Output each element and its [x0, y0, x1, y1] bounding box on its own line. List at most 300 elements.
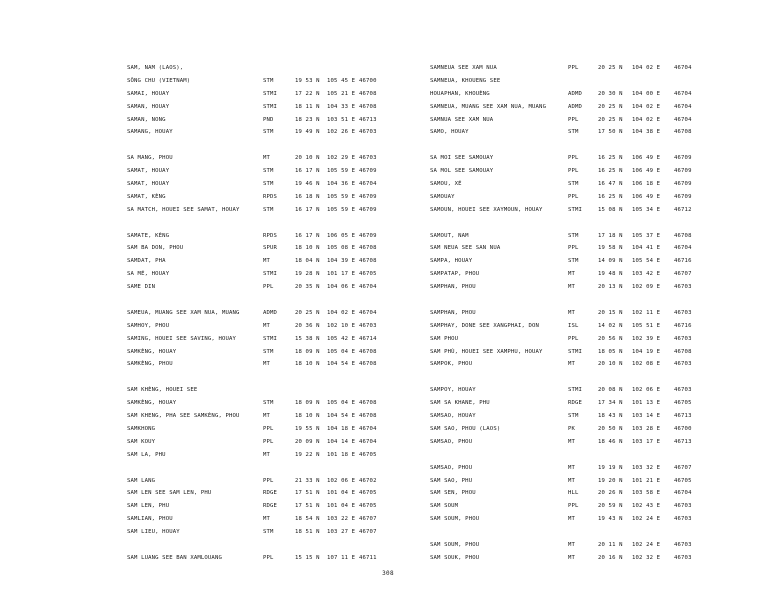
sheet-number: 46711: [359, 554, 377, 561]
gazetteer-entry: [127, 487, 385, 500]
longitude: 102 10 E: [327, 322, 356, 329]
longitude: 104 02 E: [327, 309, 356, 316]
gazetteer-entry: [127, 217, 385, 230]
longitude: 103 32 E: [632, 464, 661, 471]
sheet-number: 46704: [359, 425, 377, 432]
place-name: SAM LA, PHU: [127, 451, 166, 458]
sheet-number: 46703: [359, 322, 377, 329]
feature-code: STMI: [263, 271, 278, 278]
gazetteer-entry: [430, 449, 710, 462]
feature-code: SPUR: [263, 245, 278, 252]
feature-code: PPL: [263, 425, 274, 432]
place-name: SAMOU, XÉ: [430, 181, 462, 188]
place-name: SA MANG, PHOU: [127, 155, 173, 162]
gazetteer-entry: [430, 526, 710, 539]
feature-code: STM: [263, 77, 274, 84]
longitude: 103 14 E: [632, 413, 661, 420]
latitude: 18 43 N: [598, 413, 623, 420]
feature-code: STMI: [568, 387, 583, 394]
feature-code: PPL: [568, 245, 579, 252]
longitude: 102 39 E: [632, 335, 661, 342]
longitude: 105 42 E: [327, 335, 356, 342]
gazetteer-entry: [127, 397, 385, 410]
gazetteer-entry: [430, 281, 710, 294]
latitude: 16 25 N: [598, 168, 623, 175]
place-name: SAMKÈNG, HOUAY: [127, 400, 177, 407]
gazetteer-entry: [127, 88, 385, 101]
latitude: 20 10 N: [295, 155, 320, 162]
gazetteer-entry: [430, 475, 710, 488]
place-name: SAMSAO, HOUAY: [430, 413, 476, 420]
gazetteer-entry: [430, 178, 710, 191]
place-name: SAMAT, HOUAY: [127, 181, 170, 188]
longitude: 106 18 E: [632, 181, 661, 188]
sheet-number: 46709: [359, 168, 377, 175]
feature-code: MT: [568, 554, 576, 561]
gazetteer-entry: [430, 513, 710, 526]
place-name: SAMOUT, NAM: [430, 232, 469, 239]
sheet-number: 46703: [674, 335, 692, 342]
sheet-number: 46705: [674, 400, 692, 407]
latitude: 20 26 N: [598, 490, 623, 497]
sheet-number: 46704: [674, 90, 692, 97]
latitude: 19 22 N: [295, 451, 320, 458]
sheet-number: 46702: [359, 477, 377, 484]
latitude: 20 35 N: [295, 284, 320, 291]
gazetteer-entry: [127, 307, 385, 320]
gazetteer-entry: [430, 114, 710, 127]
longitude: 104 00 E: [632, 90, 661, 97]
sheet-number: 46708: [674, 348, 692, 355]
place-name: HOUAPHAN, KHOUÈNG: [430, 90, 490, 97]
feature-code: STM: [263, 348, 274, 355]
longitude: 101 17 E: [327, 271, 356, 278]
latitude: 16 18 N: [295, 193, 320, 200]
place-name: SAMDAT, PHA: [127, 258, 166, 265]
longitude: 105 59 E: [327, 206, 356, 213]
sheet-number: 46709: [674, 181, 692, 188]
longitude: 102 09 E: [632, 284, 661, 291]
gazetteer-entry: [430, 539, 710, 552]
gazetteer-entry: [430, 436, 710, 449]
gazetteer-entry: [430, 307, 710, 320]
longitude: 105 54 E: [632, 258, 661, 265]
place-name: SAM BA DON, PHOU: [127, 245, 184, 252]
gazetteer-entry: [430, 268, 710, 281]
latitude: 20 36 N: [295, 322, 320, 329]
place-name: SAMPOY, HOUAY: [430, 387, 476, 394]
longitude: 103 42 E: [632, 271, 661, 278]
latitude: 16 25 N: [598, 193, 623, 200]
feature-code: STM: [263, 168, 274, 175]
place-name: SAM SAO, PHOU (LAOS): [430, 425, 501, 432]
feature-code: STMI: [263, 90, 278, 97]
gazetteer-entry: [127, 281, 385, 294]
feature-code: MT: [568, 309, 576, 316]
sheet-number: 46708: [359, 103, 377, 110]
longitude: 102 32 E: [632, 554, 661, 561]
gazetteer-entry: [430, 75, 710, 88]
longitude: 101 18 E: [327, 451, 356, 458]
place-name: SAMLIAN, PHOU: [127, 516, 173, 523]
longitude: 105 37 E: [632, 232, 661, 239]
place-name: SAMAN, NONG: [127, 116, 166, 123]
sheet-number: 46704: [674, 65, 692, 71]
right-column: [430, 62, 710, 565]
sheet-number: 46708: [359, 90, 377, 97]
gazetteer-entry: [430, 500, 710, 513]
longitude: 103 58 E: [632, 490, 661, 497]
sheet-number: 46709: [674, 168, 692, 175]
latitude: 15 08 N: [598, 206, 623, 213]
sheet-number: 46707: [674, 271, 692, 278]
gazetteer-entry: [127, 371, 385, 384]
longitude: 104 19 E: [632, 348, 661, 355]
longitude: 105 45 E: [327, 77, 356, 84]
gazetteer-entry: [127, 191, 385, 204]
sheet-number: 46704: [674, 116, 692, 123]
latitude: 19 48 N: [598, 271, 623, 278]
longitude: 103 28 E: [632, 425, 661, 432]
longitude: 105 59 E: [327, 193, 356, 200]
longitude: 102 43 E: [632, 503, 661, 510]
place-name: SAMPHAY, DONE SEE XANGPHAI, DON: [430, 322, 540, 329]
sheet-number: 46704: [359, 284, 377, 291]
longitude: 104 02 E: [632, 103, 661, 110]
latitude: 17 51 N: [295, 503, 320, 510]
gazetteer-entry: [127, 165, 385, 178]
latitude: 19 46 N: [295, 181, 320, 188]
sheet-number: 46716: [674, 322, 692, 329]
sheet-number: 46716: [674, 258, 692, 265]
feature-code: STMI: [568, 206, 583, 213]
place-name: SAMANG, HOUAY: [127, 129, 173, 136]
sheet-number: 46708: [359, 413, 377, 420]
gazetteer-entry: [127, 358, 385, 371]
latitude: 18 11 N: [295, 103, 320, 110]
latitude: 20 25 N: [598, 65, 623, 71]
sheet-number: 46708: [359, 400, 377, 407]
gazetteer-entry: [430, 165, 710, 178]
feature-code: STM: [568, 129, 579, 136]
longitude: 106 49 E: [632, 155, 661, 162]
longitude: 104 41 E: [632, 245, 661, 252]
gazetteer-entry: [127, 552, 385, 565]
gazetteer-entry: [127, 139, 385, 152]
latitude: 19 55 N: [295, 425, 320, 432]
feature-code: MT: [263, 451, 271, 458]
sheet-number: 46703: [674, 554, 692, 561]
place-name: SAM PHOU: [430, 335, 459, 342]
feature-code: STMI: [263, 335, 278, 342]
sheet-number: 46700: [674, 425, 692, 432]
longitude: 101 21 E: [632, 477, 661, 484]
feature-code: MT: [568, 284, 576, 291]
page-number: 308: [382, 570, 394, 577]
place-name: SAMKÈNG, HOUAY: [127, 348, 177, 355]
latitude: 14 09 N: [598, 258, 623, 265]
feature-code: MT: [263, 361, 271, 368]
sheet-number: 46705: [359, 490, 377, 497]
longitude: 102 06 E: [327, 477, 356, 484]
gazetteer-entry: [127, 449, 385, 462]
gazetteer-entry: [430, 294, 710, 307]
latitude: 19 28 N: [295, 271, 320, 278]
place-name: SAME DIN: [127, 284, 156, 291]
latitude: 19 58 N: [598, 245, 623, 252]
latitude: 16 25 N: [598, 155, 623, 162]
latitude: 20 13 N: [598, 284, 623, 291]
gazetteer-entry: [127, 204, 385, 217]
latitude: 19 53 N: [295, 77, 320, 84]
feature-code: ADMD: [263, 309, 278, 316]
sheet-number: 46708: [359, 245, 377, 252]
sheet-number: 46707: [359, 529, 377, 536]
feature-code: HLL: [568, 490, 579, 497]
latitude: 17 34 N: [598, 400, 623, 407]
place-name: SAM SOUM, PHOU: [430, 541, 480, 548]
place-name: SAM SOUM: [430, 503, 459, 510]
gazetteer-entry: [127, 126, 385, 139]
feature-code: PPL: [568, 168, 579, 175]
longitude: 103 51 E: [327, 116, 356, 123]
latitude: 16 17 N: [295, 206, 320, 213]
longitude: 107 11 E: [327, 554, 356, 561]
place-name: SAMOUN, HOUEI SEE XAYMOUN, HOUAY: [430, 206, 543, 213]
sheet-number: 46704: [674, 103, 692, 110]
latitude: 16 17 N: [295, 168, 320, 175]
latitude: 17 51 N: [295, 490, 320, 497]
gazetteer-entry: [430, 333, 710, 346]
sheet-number: 46705: [359, 451, 377, 458]
sheet-number: 46708: [359, 258, 377, 265]
gazetteer-entry: [430, 217, 710, 230]
gazetteer-entry: [430, 410, 710, 423]
gazetteer-entry: [430, 152, 710, 165]
gazetteer-entry: [127, 436, 385, 449]
place-name: SAMNEUA SEE XAM NUA: [430, 65, 497, 71]
place-name: SA MATCH, HOUEI SEE SAMAT, HOUAY: [127, 206, 240, 213]
place-name: SAM NEUA SEE SAN NUA: [430, 245, 501, 252]
sheet-number: 46709: [359, 232, 377, 239]
sheet-number: 46708: [674, 232, 692, 239]
gazetteer-entry: [430, 346, 710, 359]
place-name: SAM KOUY: [127, 438, 156, 445]
sheet-number: 46703: [674, 284, 692, 291]
longitude: 106 49 E: [632, 168, 661, 175]
place-name: SAMPOK, PHOU: [430, 361, 473, 368]
gazetteer-entry: [127, 62, 385, 75]
longitude: 104 54 E: [327, 361, 356, 368]
place-name: SAM SAO, PHU: [430, 477, 473, 484]
longitude: 104 33 E: [327, 103, 356, 110]
place-name: SAMPHAN, PHOU: [430, 309, 476, 316]
latitude: 18 54 N: [295, 516, 320, 523]
sheet-number: 46704: [674, 490, 692, 497]
gazetteer-entry: [127, 384, 385, 397]
latitude: 20 15 N: [598, 309, 623, 316]
latitude: 20 25 N: [598, 103, 623, 110]
longitude: 102 06 E: [632, 387, 661, 394]
latitude: 16 47 N: [598, 181, 623, 188]
feature-code: STM: [263, 400, 274, 407]
sheet-number: 46714: [359, 335, 377, 342]
feature-code: MT: [263, 155, 271, 162]
place-name: SAM KHENG, PHA SEE SAMKÈNG, PHOU: [127, 413, 240, 420]
feature-code: STM: [263, 129, 274, 136]
feature-code: MT: [568, 477, 576, 484]
place-name: SAMNEUA, MUANG SEE XAM NUA, MUANG: [430, 103, 547, 110]
longitude: 104 39 E: [327, 258, 356, 265]
latitude: 18 23 N: [295, 116, 320, 123]
place-name: SAMPATAP, PHOU: [430, 271, 480, 278]
sheet-number: 46708: [674, 129, 692, 136]
sheet-number: 46709: [674, 193, 692, 200]
latitude: 14 02 N: [598, 322, 623, 329]
longitude: 105 34 E: [632, 206, 661, 213]
feature-code: PPL: [568, 335, 579, 342]
feature-code: STM: [568, 232, 579, 239]
longitude: 101 13 E: [632, 400, 661, 407]
longitude: 105 04 E: [327, 400, 356, 407]
place-name: SA MÉ, HOUAY: [127, 271, 170, 278]
feature-code: ADMD: [568, 90, 583, 97]
feature-code: MT: [568, 438, 576, 445]
gazetteer-entry: [127, 320, 385, 333]
place-name: SAM SEN, PHOU: [430, 490, 476, 497]
gazetteer-entry: [127, 346, 385, 359]
sheet-number: 46708: [359, 348, 377, 355]
longitude: 103 17 E: [632, 438, 661, 445]
longitude: 101 04 E: [327, 503, 356, 510]
place-name: SAMOUAY: [430, 193, 455, 200]
feature-code: PPL: [568, 155, 579, 162]
feature-code: STM: [568, 181, 579, 188]
feature-code: RDGE: [568, 400, 583, 407]
place-name: SAM LIEU, HOUAY: [127, 529, 180, 536]
longitude: 106 05 E: [327, 232, 356, 239]
longitude: 104 18 E: [327, 425, 356, 432]
gazetteer-entry: [127, 294, 385, 307]
place-name: SAMNEUA, KHOUENG SEE: [430, 77, 501, 84]
latitude: 19 19 N: [598, 464, 623, 471]
latitude: 20 16 N: [598, 554, 623, 561]
sheet-number: 46704: [359, 438, 377, 445]
feature-code: PPL: [263, 554, 274, 561]
longitude: 104 36 E: [327, 181, 356, 188]
place-name: SAMAT, HOUAY: [127, 168, 170, 175]
feature-code: MT: [568, 516, 576, 523]
gazetteer-entry: [127, 526, 385, 539]
place-name: SAMATE, KÈNG: [127, 232, 170, 239]
sheet-number: 46704: [359, 181, 377, 188]
latitude: 20 50 N: [598, 425, 623, 432]
gazetteer-entry: [430, 204, 710, 217]
gazetteer-entry: [430, 139, 710, 152]
place-name: SAMAI, HOUAY: [127, 90, 170, 97]
latitude: 18 10 N: [295, 413, 320, 420]
gazetteer-entry: [127, 475, 385, 488]
latitude: 18 10 N: [295, 361, 320, 368]
latitude: 21 33 N: [295, 477, 320, 484]
longitude: 102 29 E: [327, 155, 356, 162]
gazetteer-entry: [127, 423, 385, 436]
sheet-number: 46703: [674, 387, 692, 394]
gazetteer-entry: [430, 358, 710, 371]
gazetteer-entry: [127, 462, 385, 475]
sheet-number: 46704: [359, 309, 377, 316]
gazetteer-entry: [430, 397, 710, 410]
place-name: SAMPHAN, PHOU: [430, 284, 476, 291]
place-name: SAMSAO, PHOU: [430, 438, 473, 445]
latitude: 20 25 N: [295, 309, 320, 316]
longitude: 102 11 E: [632, 309, 661, 316]
gazetteer-entry: [430, 88, 710, 101]
sheet-number: 46713: [674, 438, 692, 445]
feature-code: MT: [568, 361, 576, 368]
longitude: 106 49 E: [632, 193, 661, 200]
longitude: 105 59 E: [327, 168, 356, 175]
feature-code: MT: [263, 322, 271, 329]
gazetteer-entry: [430, 462, 710, 475]
feature-code: MT: [568, 541, 576, 548]
left-column: [127, 62, 385, 565]
gazetteer-entry: [430, 255, 710, 268]
latitude: 20 25 N: [598, 116, 623, 123]
sheet-number: 46703: [674, 361, 692, 368]
latitude: 20 10 N: [598, 361, 623, 368]
feature-code: MT: [263, 516, 271, 523]
feature-code: RPDS: [263, 232, 278, 239]
feature-code: STM: [263, 206, 274, 213]
latitude: 20 30 N: [598, 90, 623, 97]
sheet-number: 46713: [674, 413, 692, 420]
latitude: 17 22 N: [295, 90, 320, 97]
latitude: 18 51 N: [295, 529, 320, 536]
feature-code: RDGE: [263, 503, 278, 510]
sheet-number: 46703: [674, 516, 692, 523]
sheet-number: 46703: [674, 309, 692, 316]
gazetteer-entry: [430, 320, 710, 333]
gazetteer-entry: [430, 126, 710, 139]
feature-code: PPL: [263, 438, 274, 445]
longitude: 103 27 E: [327, 529, 356, 536]
gazetteer-entry: [127, 500, 385, 513]
longitude: 102 24 E: [632, 541, 661, 548]
latitude: 18 09 N: [295, 400, 320, 407]
place-name: SAM LUANG SEE BAN XAMLOUANG: [127, 554, 222, 561]
latitude: 19 20 N: [598, 477, 623, 484]
gazetteer-entry: [127, 333, 385, 346]
place-name: SAM SOUK, PHOU: [430, 554, 480, 561]
longitude: 104 14 E: [327, 438, 356, 445]
longitude: 104 02 E: [632, 116, 661, 123]
feature-code: MT: [263, 258, 271, 265]
sheet-number: 46709: [359, 193, 377, 200]
latitude: 20 11 N: [598, 541, 623, 548]
longitude: 103 22 E: [327, 516, 356, 523]
feature-code: PPL: [568, 116, 579, 123]
longitude: 105 08 E: [327, 245, 356, 252]
place-name: SAM PHÙ, HOUEI SEE XAMPHU, HOUAY: [430, 348, 543, 355]
gazetteer-entry: [430, 101, 710, 114]
place-name: SAM SA KHANE, PHU: [430, 400, 490, 407]
sheet-number: 46705: [359, 271, 377, 278]
sheet-number: 46705: [674, 477, 692, 484]
place-name: SAMING, HOUEI SEE SAVING, HOUAY: [127, 335, 237, 342]
sheet-number: 46709: [359, 206, 377, 213]
latitude: 19 43 N: [598, 516, 623, 523]
